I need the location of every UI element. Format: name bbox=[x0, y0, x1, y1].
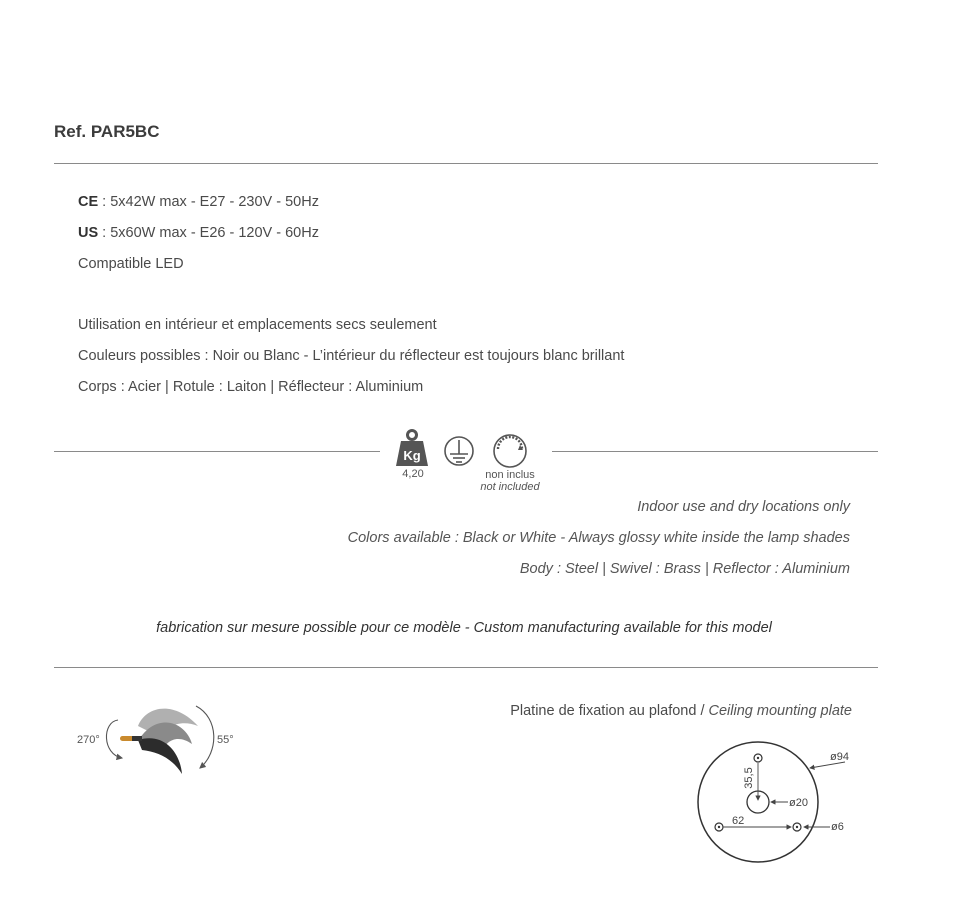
divider-top bbox=[54, 163, 878, 164]
screw-hole-label: ø6 bbox=[831, 821, 844, 833]
rotation-vertical-label: 55° bbox=[217, 734, 234, 746]
materials-fr: Corps : Acier | Rotule : Laiton | Réflecteur : Aluminium bbox=[78, 379, 424, 395]
usage-en: Indoor use and dry locations only bbox=[637, 499, 850, 515]
spec-us-label: US bbox=[78, 225, 99, 241]
spec-us-value: : 5x60W max - E26 - 120V - 60Hz bbox=[98, 225, 319, 241]
custom-manufacturing-note: fabrication sur mesure possible pour ce modèle - Custom manufacturing available for this model bbox=[156, 620, 772, 636]
center-hole-label: ø20 bbox=[789, 797, 808, 809]
spec-us bbox=[78, 225, 319, 241]
mounting-plate-title bbox=[510, 703, 852, 719]
driver-note-en: not included bbox=[480, 481, 540, 493]
driver-note-fr: non inclus bbox=[485, 469, 535, 481]
product-reference: Ref. PAR5BC bbox=[54, 122, 160, 141]
materials-en: Body : Steel | Swivel : Brass | Reflector : Aluminium bbox=[519, 561, 850, 577]
spec-led: Compatible LED bbox=[78, 256, 184, 272]
colors-en: Colors available : Black or White - Always glossy white inside the lamp shades bbox=[347, 530, 850, 546]
rotation-horizontal-label: 270° bbox=[77, 734, 100, 746]
weight-value: 4,20 bbox=[402, 468, 424, 480]
weight-symbol: Kg bbox=[403, 448, 421, 463]
dimmer-icon bbox=[494, 435, 526, 467]
rotation-diagram bbox=[74, 696, 254, 786]
spacing-label: 62 bbox=[732, 815, 745, 827]
vertical-rotation-arrow bbox=[196, 706, 214, 768]
spec-ce bbox=[78, 194, 319, 210]
horizontal-rotation-arrow bbox=[106, 720, 122, 758]
plate-diameter-label: ø94 bbox=[830, 751, 849, 763]
lamp-silhouette-icon bbox=[120, 709, 198, 774]
mounting-plate-drawing bbox=[690, 738, 860, 870]
divider-icons-right bbox=[552, 451, 878, 452]
offset-label: 35,5 bbox=[743, 767, 755, 789]
earth-ground-icon bbox=[445, 437, 473, 465]
mounting-plate-title-en: Ceiling mounting plate bbox=[708, 703, 852, 719]
spec-ce-value: : 5x42W max - E27 - 230V - 50Hz bbox=[98, 194, 319, 210]
brass-swivel bbox=[120, 736, 134, 741]
divider-bottom bbox=[54, 667, 878, 668]
divider-icons-left bbox=[54, 451, 380, 452]
colors-fr: Couleurs possibles : Noir ou Blanc - L’intérieur du réflecteur est toujours blanc brillant bbox=[78, 348, 625, 364]
usage-fr: Utilisation en intérieur et emplacements secs seulement bbox=[78, 317, 437, 333]
mounting-plate-title-fr: Platine de fixation au plafond / bbox=[510, 703, 709, 719]
spec-ce-label: CE bbox=[78, 194, 99, 210]
